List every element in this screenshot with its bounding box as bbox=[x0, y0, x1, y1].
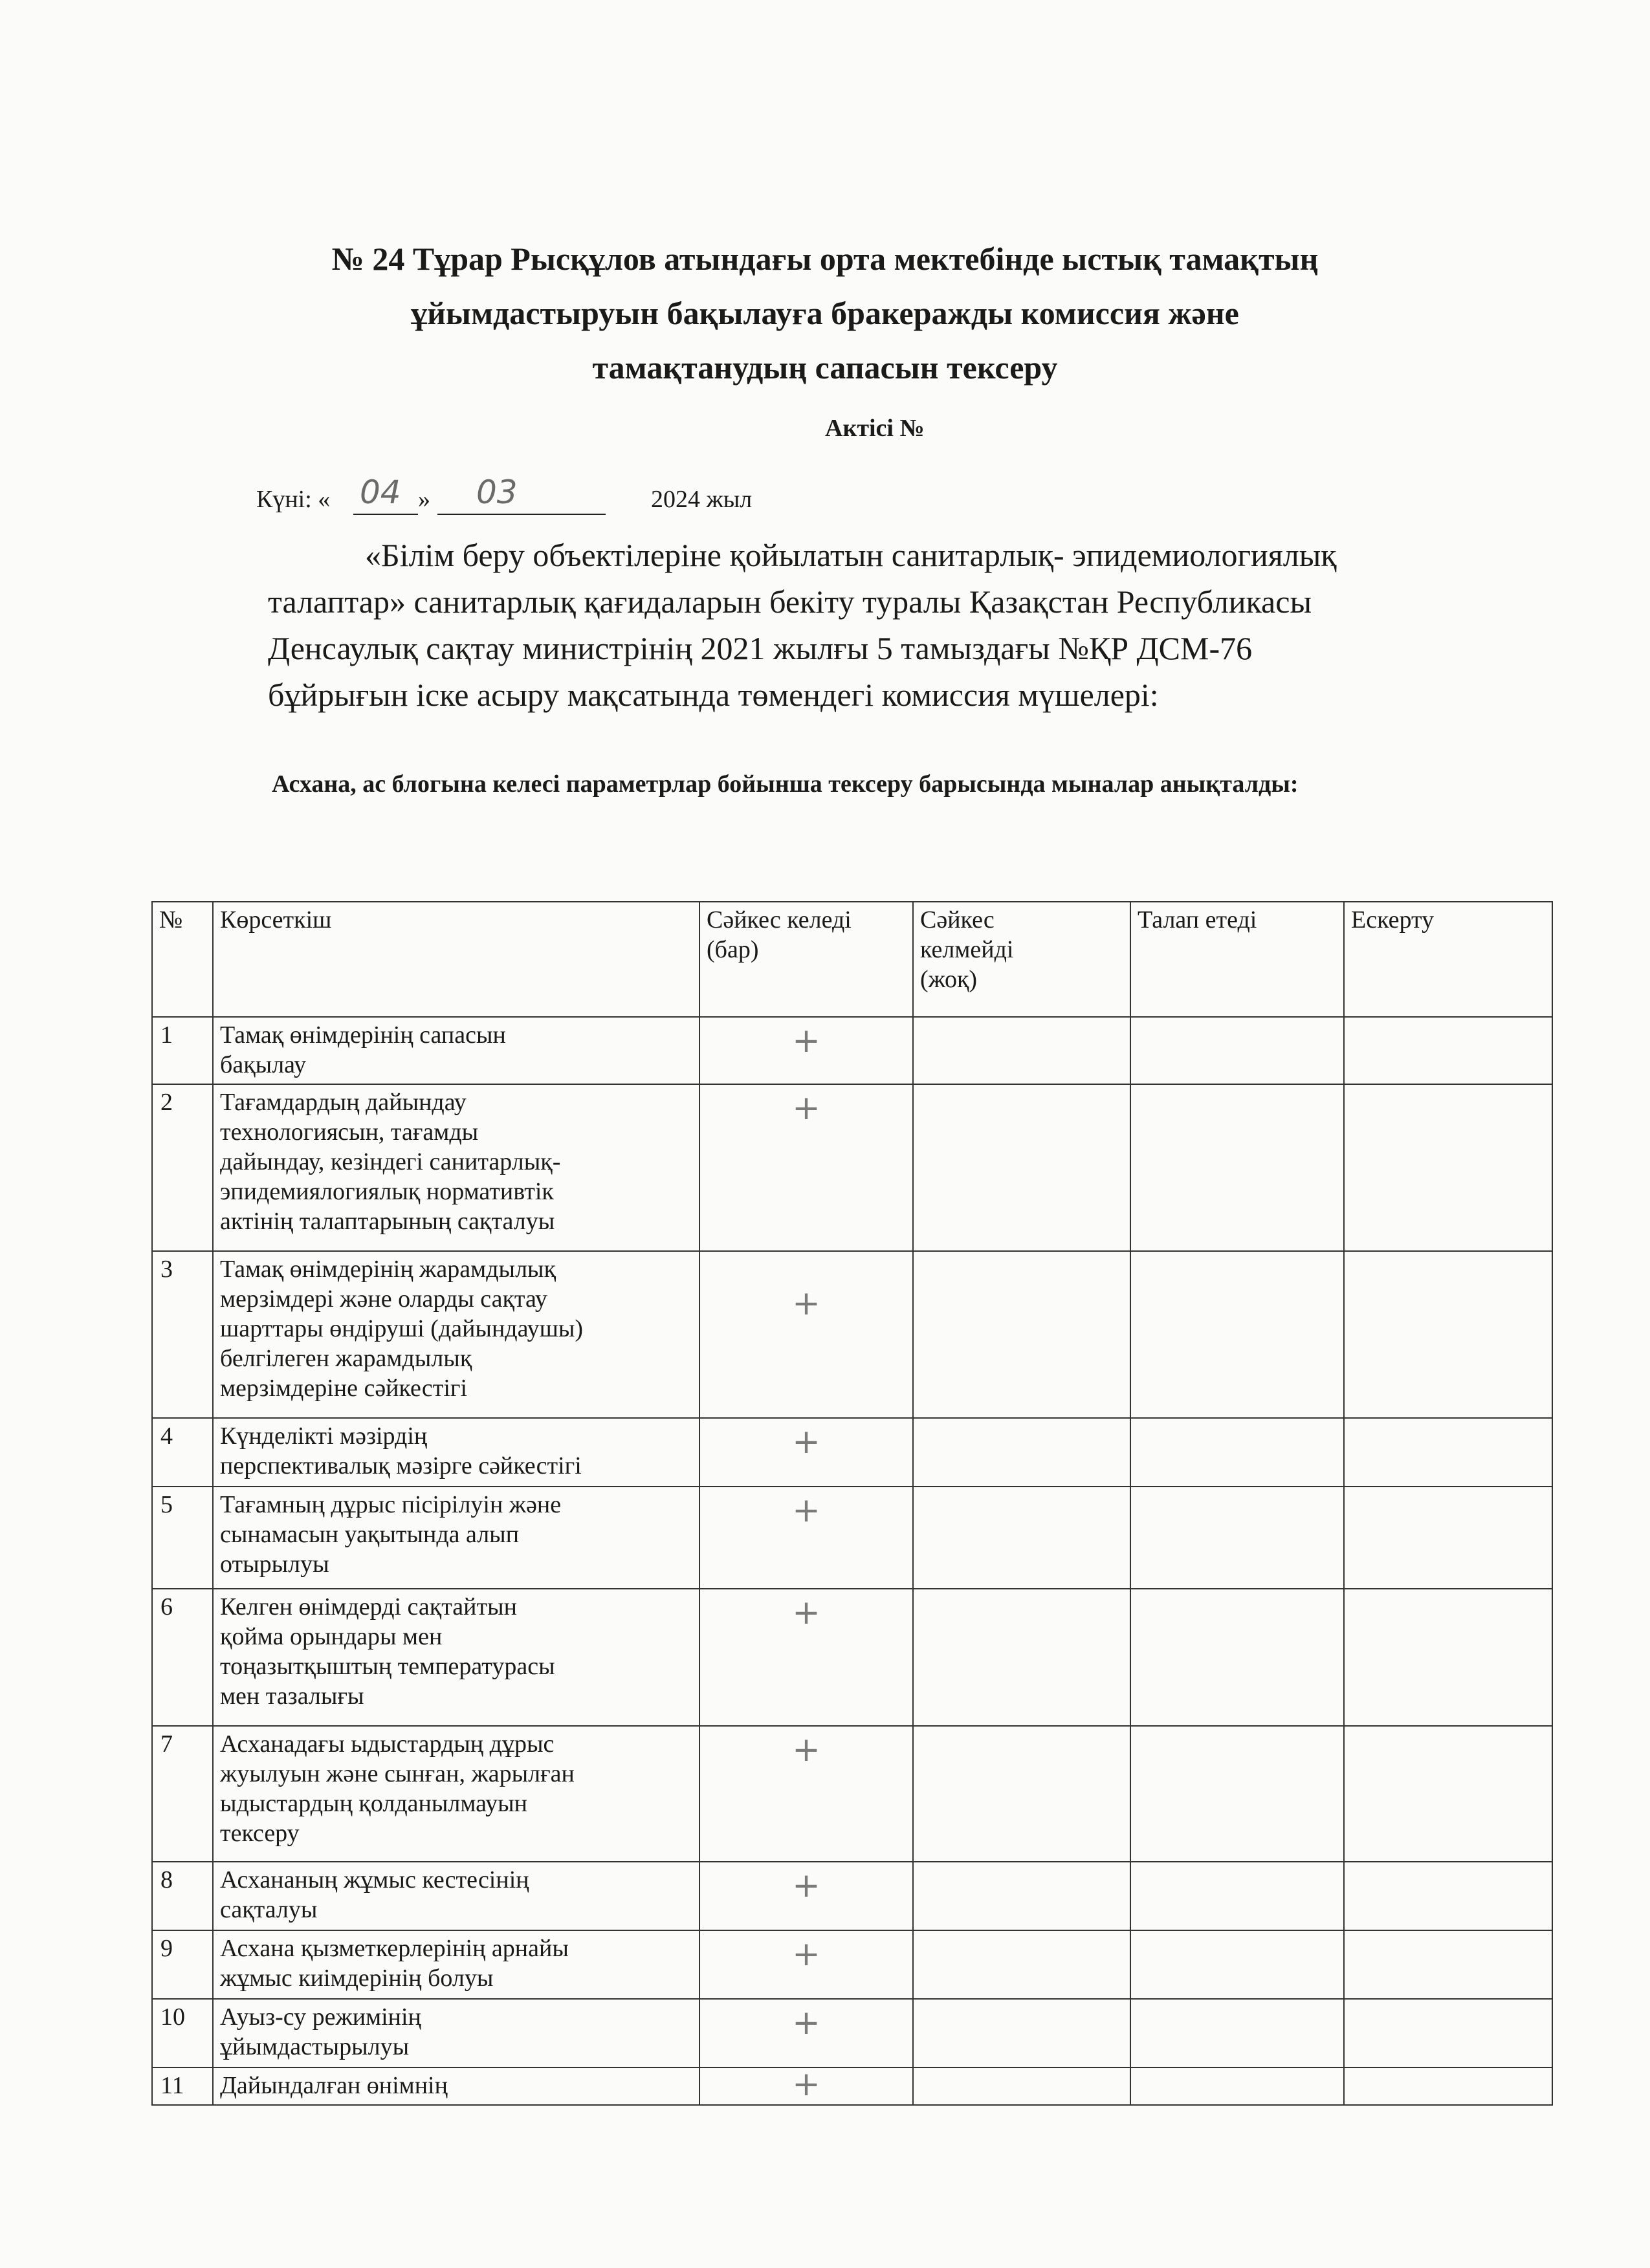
row-num: 3 bbox=[152, 1251, 213, 1418]
row-note bbox=[1344, 1251, 1552, 1418]
header-num: № bbox=[152, 902, 213, 1017]
row-indicator: Асханадағы ыдыстардың дұрыс жуылуын және сынған, жарылған ыдыстардың қолданылмауын тексеру bbox=[213, 1726, 699, 1862]
header-indicator: Көрсеткіш bbox=[213, 902, 699, 1017]
row-compliant-mark: + bbox=[699, 1726, 913, 1862]
paragraph-line-3: Денсаулық сақтау министрінің 2021 жылғы 5 тамыздағы №ҚР ДСМ-76 bbox=[268, 630, 1253, 666]
row-num: 6 bbox=[152, 1589, 213, 1726]
row-note bbox=[1344, 1726, 1552, 1862]
table-header-row bbox=[152, 902, 1552, 1017]
row-note bbox=[1344, 1930, 1552, 1999]
row-noncompliant bbox=[913, 1726, 1130, 1862]
row-required bbox=[1130, 1017, 1344, 1084]
row-num: 1 bbox=[152, 1017, 213, 1084]
table-row bbox=[152, 1862, 1552, 1930]
row-num: 8 bbox=[152, 1862, 213, 1930]
inspection-table bbox=[151, 901, 1553, 2106]
row-required bbox=[1130, 1084, 1344, 1251]
table-row bbox=[152, 1418, 1552, 1487]
row-num: 11 bbox=[152, 2067, 213, 2105]
table-row bbox=[152, 1930, 1552, 1999]
row-indicator: Күнделікті мәзірдің перспективалық мәзірге сәйкестігі bbox=[213, 1418, 699, 1487]
header-required: Талап етеді bbox=[1130, 902, 1344, 1017]
month-underline bbox=[437, 514, 606, 515]
row-note bbox=[1344, 1589, 1552, 1726]
document-title bbox=[194, 232, 1456, 395]
row-noncompliant bbox=[913, 1999, 1130, 2067]
row-num: 7 bbox=[152, 1726, 213, 1862]
row-required bbox=[1130, 1726, 1344, 1862]
row-noncompliant bbox=[913, 1084, 1130, 1251]
row-compliant-mark: + bbox=[699, 1930, 913, 1999]
table-row bbox=[152, 1084, 1552, 1251]
table-row bbox=[152, 1726, 1552, 1862]
section-subheading: Асхана, ас блогына келесі параметрлар бойынша тексеру барысында мыналар анықталды: bbox=[272, 770, 1299, 798]
row-noncompliant bbox=[913, 1930, 1130, 1999]
title-line-3: тамақтанудың сапасын тексеру bbox=[592, 349, 1058, 386]
row-required bbox=[1130, 1251, 1344, 1418]
date-day: 04 bbox=[360, 474, 401, 511]
act-label: Актісі № bbox=[825, 415, 925, 442]
date-year: 2024 жыл bbox=[651, 486, 753, 513]
row-note bbox=[1344, 2067, 1552, 2105]
header-compliant: Сәйкес келеді (бар) bbox=[699, 902, 913, 1017]
row-noncompliant bbox=[913, 1589, 1130, 1726]
row-indicator: Келген өнімдерді сақтайтын қойма орындары мен тоңазытқыштың температурасы мен тазалығы bbox=[213, 1589, 699, 1726]
row-compliant-mark: + bbox=[699, 1862, 913, 1930]
header-noncompliant: Сәйкес келмейді (жоқ) bbox=[913, 902, 1130, 1017]
row-compliant-mark: + bbox=[699, 1487, 913, 1589]
row-note bbox=[1344, 1017, 1552, 1084]
row-indicator: Ауыз-су режимінің ұйымдастырылуы bbox=[213, 1999, 699, 2067]
row-note bbox=[1344, 1418, 1552, 1487]
row-note bbox=[1344, 1999, 1552, 2067]
row-required bbox=[1130, 1487, 1344, 1589]
row-num: 10 bbox=[152, 1999, 213, 2067]
paragraph-line-4: бұйрығын іске асыру мақсатында төмендегі комиссия мүшелері: bbox=[268, 677, 1159, 713]
row-noncompliant bbox=[913, 2067, 1130, 2105]
paragraph-line-1: «Білім беру объектілеріне қойылатын санитарлық- эпидемиологиялық bbox=[365, 537, 1337, 573]
row-compliant-mark: + bbox=[699, 1017, 913, 1084]
table-row bbox=[152, 2067, 1552, 2105]
row-required bbox=[1130, 1418, 1344, 1487]
title-line-2: ұйымдастыруын бақылауға бракеражды комиссия және bbox=[411, 295, 1239, 331]
row-note bbox=[1344, 1487, 1552, 1589]
intro-paragraph bbox=[268, 532, 1536, 718]
row-noncompliant bbox=[913, 1251, 1130, 1418]
row-noncompliant bbox=[913, 1487, 1130, 1589]
row-compliant-mark: + bbox=[699, 1084, 913, 1251]
row-required bbox=[1130, 1999, 1344, 2067]
row-indicator: Асхана қызметкерлерінің арнайы жұмыс киімдерінің болуы bbox=[213, 1930, 699, 1999]
paragraph-line-2: талаптар» санитарлық қағидаларын бекіту туралы Қазақстан Республикасы bbox=[268, 583, 1312, 620]
row-indicator: Тағамдардың дайындау технологиясын, тағамды дайындау, кезіндегі санитарлық- эпидемиялогиялық нормативтік актінің талаптарының сақталуы bbox=[213, 1084, 699, 1251]
table-row bbox=[152, 1487, 1552, 1589]
date-month: 03 bbox=[476, 474, 518, 511]
row-required bbox=[1130, 2067, 1344, 2105]
row-note bbox=[1344, 1862, 1552, 1930]
date-separator: » bbox=[418, 486, 430, 513]
row-num: 2 bbox=[152, 1084, 213, 1251]
row-note bbox=[1344, 1084, 1552, 1251]
date-line bbox=[256, 474, 1033, 523]
row-compliant-mark: + bbox=[699, 1589, 913, 1726]
row-indicator: Дайындалған өнімнің bbox=[213, 2067, 699, 2105]
row-noncompliant bbox=[913, 1017, 1130, 1084]
row-indicator: Тамақ өнімдерінің сапасын бақылау bbox=[213, 1017, 699, 1084]
table-row bbox=[152, 1251, 1552, 1418]
row-num: 4 bbox=[152, 1418, 213, 1487]
row-compliant-mark: + bbox=[699, 1251, 913, 1418]
table-row bbox=[152, 1589, 1552, 1726]
row-compliant-mark: + bbox=[699, 1418, 913, 1487]
row-compliant-mark: + bbox=[699, 2067, 913, 2105]
row-indicator: Асхананың жұмыс кестесінің сақталуы bbox=[213, 1862, 699, 1930]
row-indicator: Тағамның дұрыс пісірілуін және сынамасын уақытында алып отырылуы bbox=[213, 1487, 699, 1589]
row-required bbox=[1130, 1589, 1344, 1726]
row-num: 9 bbox=[152, 1930, 213, 1999]
row-indicator: Тамақ өнімдерінің жарамдылық мерзімдері және оларды сақтау шарттары өндіруші (дайындаушы) белгілеген жарамдылық мерзімдеріне сәйкестігі bbox=[213, 1251, 699, 1418]
row-compliant-mark: + bbox=[699, 1999, 913, 2067]
title-line-1: № 24 Тұрар Рысқұлов атындағы орта мектебінде ыстық тамақтың bbox=[331, 241, 1319, 277]
row-required bbox=[1130, 1862, 1344, 1930]
date-label: Күні: « bbox=[256, 486, 331, 513]
row-noncompliant bbox=[913, 1418, 1130, 1487]
day-underline bbox=[353, 514, 418, 515]
row-noncompliant bbox=[913, 1862, 1130, 1930]
header-note: Ескерту bbox=[1344, 902, 1552, 1017]
table-row bbox=[152, 1017, 1552, 1084]
row-num: 5 bbox=[152, 1487, 213, 1589]
row-required bbox=[1130, 1930, 1344, 1999]
table-row bbox=[152, 1999, 1552, 2067]
